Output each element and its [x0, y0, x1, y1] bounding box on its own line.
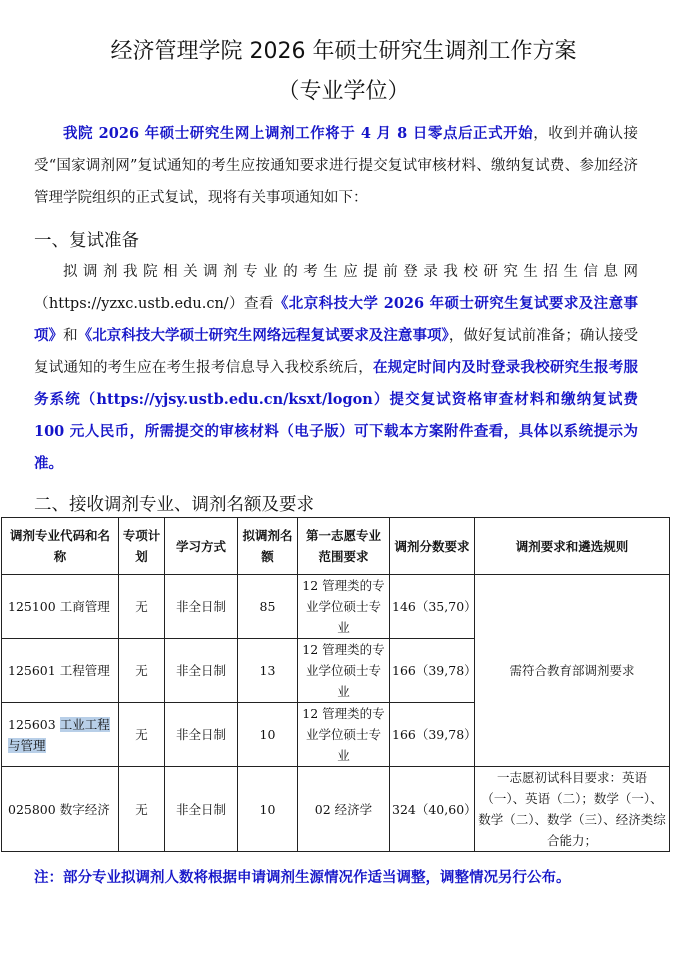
retest-requirements-link[interactable]: 《北京科技大学 2026 年硕士研究生复试要求及注意事项》 [34, 295, 639, 344]
study-mode-cell: 非全日制 [165, 639, 238, 703]
quota-cell: 10 [238, 703, 298, 767]
major-code-name [2, 703, 119, 767]
submission-notice: 在规定时间内及时登录我校研究生报考服务系统（https://yjsy.ustb.edu.cn/ksxt/logon）提交复试资格审查材料和缴纳复试费 100 元人民币，所需提交的审核材料（电子版）可下载本方案附件查看，具体以系统提示为准。 [34, 359, 639, 472]
prep-text-d: ，做好复试前准备；确认接受复试通知的考生应在考生报考信息导入我校系统后， [34, 328, 639, 376]
score-cell: 146（35,70） [390, 575, 475, 639]
quota-cell: 13 [238, 639, 298, 703]
study-mode-cell: 非全日制 [165, 767, 238, 852]
first-choice-cell: 02 经济学 [298, 767, 390, 852]
document-subtitle: （专业学位） [277, 79, 410, 104]
section-heading-preparation: 一、复试准备 [34, 231, 139, 251]
table-row [2, 767, 670, 852]
special-plan-cell: 无 [119, 703, 165, 767]
major-name-highlighted: 工业工程与管理 [8, 716, 110, 753]
score-cell: 324（40,60） [390, 767, 475, 852]
major-code-name [2, 575, 119, 639]
first-choice-cell: 12 管理类的专业学位硕士专业 [298, 575, 390, 639]
header-study-mode: 学习方式 [165, 518, 238, 575]
major-code: 125601 [8, 663, 56, 678]
preparation-paragraph [34, 256, 638, 480]
admission-site-link[interactable]: https://yzxc.ustb.edu.cn/ [48, 296, 229, 312]
quota-cell: 85 [238, 575, 298, 639]
header-first-choice: 第一志愿专业范围要求 [298, 518, 390, 575]
special-plan-cell: 无 [119, 639, 165, 703]
major-name: 工商管理 [59, 599, 110, 614]
remote-retest-link[interactable]: 《北京科技大学硕士研究生网络远程复试要求及注意事项》 [77, 327, 449, 344]
prep-text-c: 和 [63, 328, 78, 344]
major-code-name [2, 767, 119, 852]
intro-rest: ，收到并确认接受“国家调剂网”复试通知的考生应按通知要求进行提交复试审核材料、缴纳复试费、参加经济管理学院组织的正式复试，现将有关事项通知如下： [34, 126, 639, 206]
table-row [2, 575, 670, 639]
major-code-name [2, 639, 119, 703]
quota-cell: 10 [238, 767, 298, 852]
merged-rule-cell: 需符合教育部调剂要求 [475, 575, 670, 767]
table-header-row [2, 518, 670, 575]
footnote: 注：部分专业拟调剂人数将根据申请调剂生源情况作适当调整，调整情况另行公布。 [34, 869, 571, 886]
prep-text-a: 拟调剂我院相关调剂专业的考生应提前登录我校研究生招生信息网（ [34, 264, 638, 312]
subject-rule-cell: 一志愿初试科目要求：英语（一）、英语（二）；数学（一）、数学（二）、数学（三）、经济类综合能力； [475, 767, 670, 852]
intro-paragraph [34, 118, 638, 214]
special-plan-cell: 无 [119, 575, 165, 639]
study-mode-cell: 非全日制 [165, 575, 238, 639]
header-code-name: 调剂专业代码和名称 [2, 518, 119, 575]
score-cell: 166（39,78） [390, 639, 475, 703]
header-rules: 调剂要求和遴选规则 [475, 518, 670, 575]
score-cell: 166（39,78） [390, 703, 475, 767]
major-code: 125100 [8, 599, 56, 614]
header-special-plan: 专项计划 [119, 518, 165, 575]
major-code: 025800 [8, 801, 56, 817]
major-name: 数字经济 [59, 801, 110, 817]
adjustment-table [1, 517, 670, 852]
section-heading-majors: 二、接收调剂专业、调剂名额及要求 [34, 495, 314, 515]
first-choice-cell: 12 管理类的专业学位硕士专业 [298, 703, 390, 767]
document-title: 经济管理学院 2026 年硕士研究生调剂工作方案 [110, 39, 577, 64]
intro-start-notice: 我院 2026 年硕士研究生网上调剂工作将于 4 月 8 日零点后正式开始 [63, 125, 534, 142]
special-plan-cell: 无 [119, 767, 165, 852]
first-choice-cell: 12 管理类的专业学位硕士专业 [298, 639, 390, 703]
prep-text-b: ）查看 [228, 296, 274, 312]
major-code: 125603 [8, 716, 56, 732]
header-quota: 拟调剂名额 [238, 518, 298, 575]
major-name: 工程管理 [59, 663, 110, 678]
study-mode-cell: 非全日制 [165, 703, 238, 767]
header-score: 调剂分数要求 [390, 518, 475, 575]
